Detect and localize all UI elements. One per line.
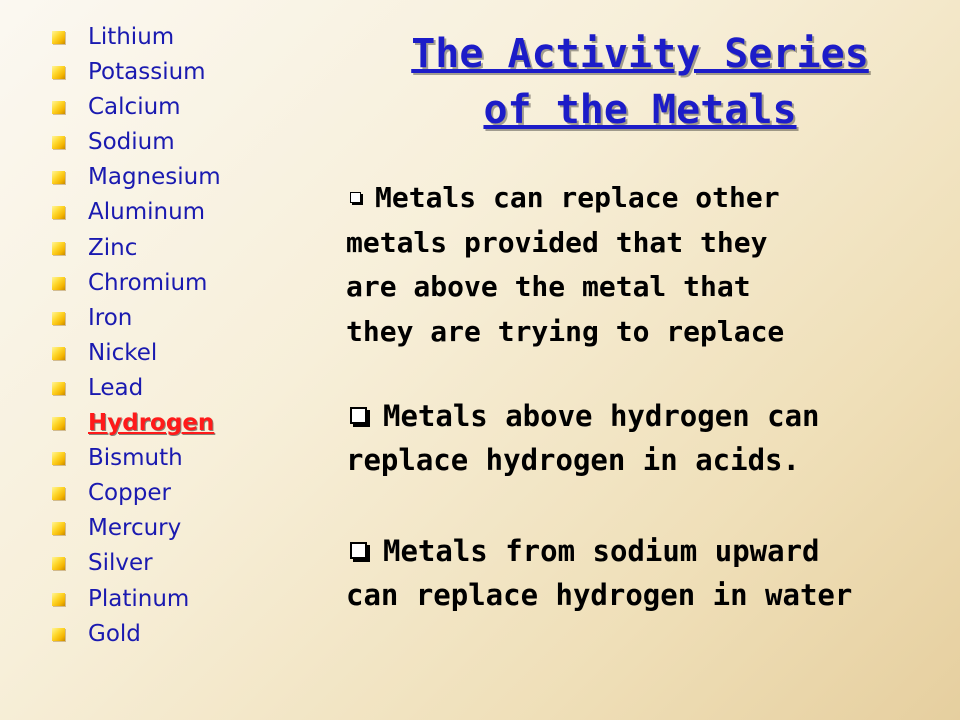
square-bullet-icon xyxy=(52,452,65,465)
list-item-hydrogen xyxy=(52,406,221,441)
square-bullet-icon xyxy=(52,171,65,184)
list-item xyxy=(52,476,221,511)
list-item xyxy=(52,371,221,406)
metal-name: Potassium xyxy=(88,59,206,86)
title-line-2: of the Metals xyxy=(483,87,797,133)
metal-name: Chromium xyxy=(88,269,208,296)
metal-name: Mercury xyxy=(88,515,182,542)
page-title xyxy=(380,26,900,138)
metal-name: Nickel xyxy=(88,339,158,366)
bullet-points xyxy=(346,176,906,617)
checkbox-square-icon xyxy=(350,407,367,424)
bullet-point-1 xyxy=(346,176,906,354)
metal-name: Lithium xyxy=(88,24,175,50)
list-item xyxy=(52,441,221,476)
point-text: Metals from sodium upward xyxy=(383,534,820,568)
metal-name: Zinc xyxy=(88,234,138,261)
list-item xyxy=(52,546,221,581)
square-bullet-icon xyxy=(52,66,65,79)
square-bullet-icon xyxy=(52,417,65,430)
point-line: can replace hydrogen in water xyxy=(346,578,853,612)
metal-name: Iron xyxy=(88,304,133,331)
metal-name: Bismuth xyxy=(88,445,183,472)
point-text: Metals above hydrogen can xyxy=(383,399,820,433)
list-item xyxy=(52,125,221,160)
square-bullet-icon xyxy=(52,382,65,395)
point-line xyxy=(346,176,906,221)
checkbox-square-icon xyxy=(350,192,361,203)
metal-name: Sodium xyxy=(88,129,175,156)
square-bullet-icon xyxy=(52,277,65,290)
list-item xyxy=(52,90,221,125)
list-item xyxy=(52,617,221,652)
square-bullet-icon xyxy=(52,242,65,255)
metal-name: Platinum xyxy=(88,585,190,612)
metal-name: Lead xyxy=(88,374,144,401)
list-item xyxy=(52,195,221,230)
square-bullet-icon xyxy=(52,206,65,219)
bullet-point-2 xyxy=(346,394,906,482)
point-line xyxy=(346,529,906,573)
metal-name-highlighted: Hydrogen xyxy=(88,410,215,437)
metal-name: Gold xyxy=(88,620,141,647)
square-bullet-icon xyxy=(52,347,65,360)
metal-name: Calcium xyxy=(88,94,181,121)
list-item xyxy=(52,55,221,90)
list-item xyxy=(52,160,221,195)
point-text: Metals can replace other xyxy=(375,181,780,214)
list-item xyxy=(52,266,221,301)
metal-name: Silver xyxy=(88,550,153,577)
point-line: replace hydrogen in acids. xyxy=(346,443,800,477)
metal-name: Aluminum xyxy=(88,199,206,226)
list-item xyxy=(52,20,221,55)
square-bullet-icon xyxy=(52,312,65,325)
metal-name: Copper xyxy=(88,480,171,507)
square-bullet-icon xyxy=(52,522,65,535)
square-bullet-icon xyxy=(52,101,65,114)
point-line: metals provided that they xyxy=(346,225,768,259)
square-bullet-icon xyxy=(52,557,65,570)
bullet-point-3 xyxy=(346,529,906,617)
list-item xyxy=(52,511,221,546)
point-line: are above the metal that xyxy=(346,270,751,303)
square-bullet-icon xyxy=(52,487,65,500)
list-item xyxy=(52,231,221,266)
metal-name: Magnesium xyxy=(88,164,221,191)
point-line xyxy=(346,394,906,438)
point-line: they are trying to replace xyxy=(346,314,785,348)
square-bullet-icon xyxy=(52,628,65,641)
metal-activity-list xyxy=(52,20,221,652)
square-bullet-icon xyxy=(52,136,65,149)
list-item xyxy=(52,301,221,336)
square-bullet-icon xyxy=(52,31,65,44)
title-line-1: The Activity Series xyxy=(411,31,869,77)
square-bullet-icon xyxy=(52,593,65,606)
list-item xyxy=(52,336,221,371)
checkbox-square-icon xyxy=(350,542,367,559)
list-item xyxy=(52,582,221,617)
